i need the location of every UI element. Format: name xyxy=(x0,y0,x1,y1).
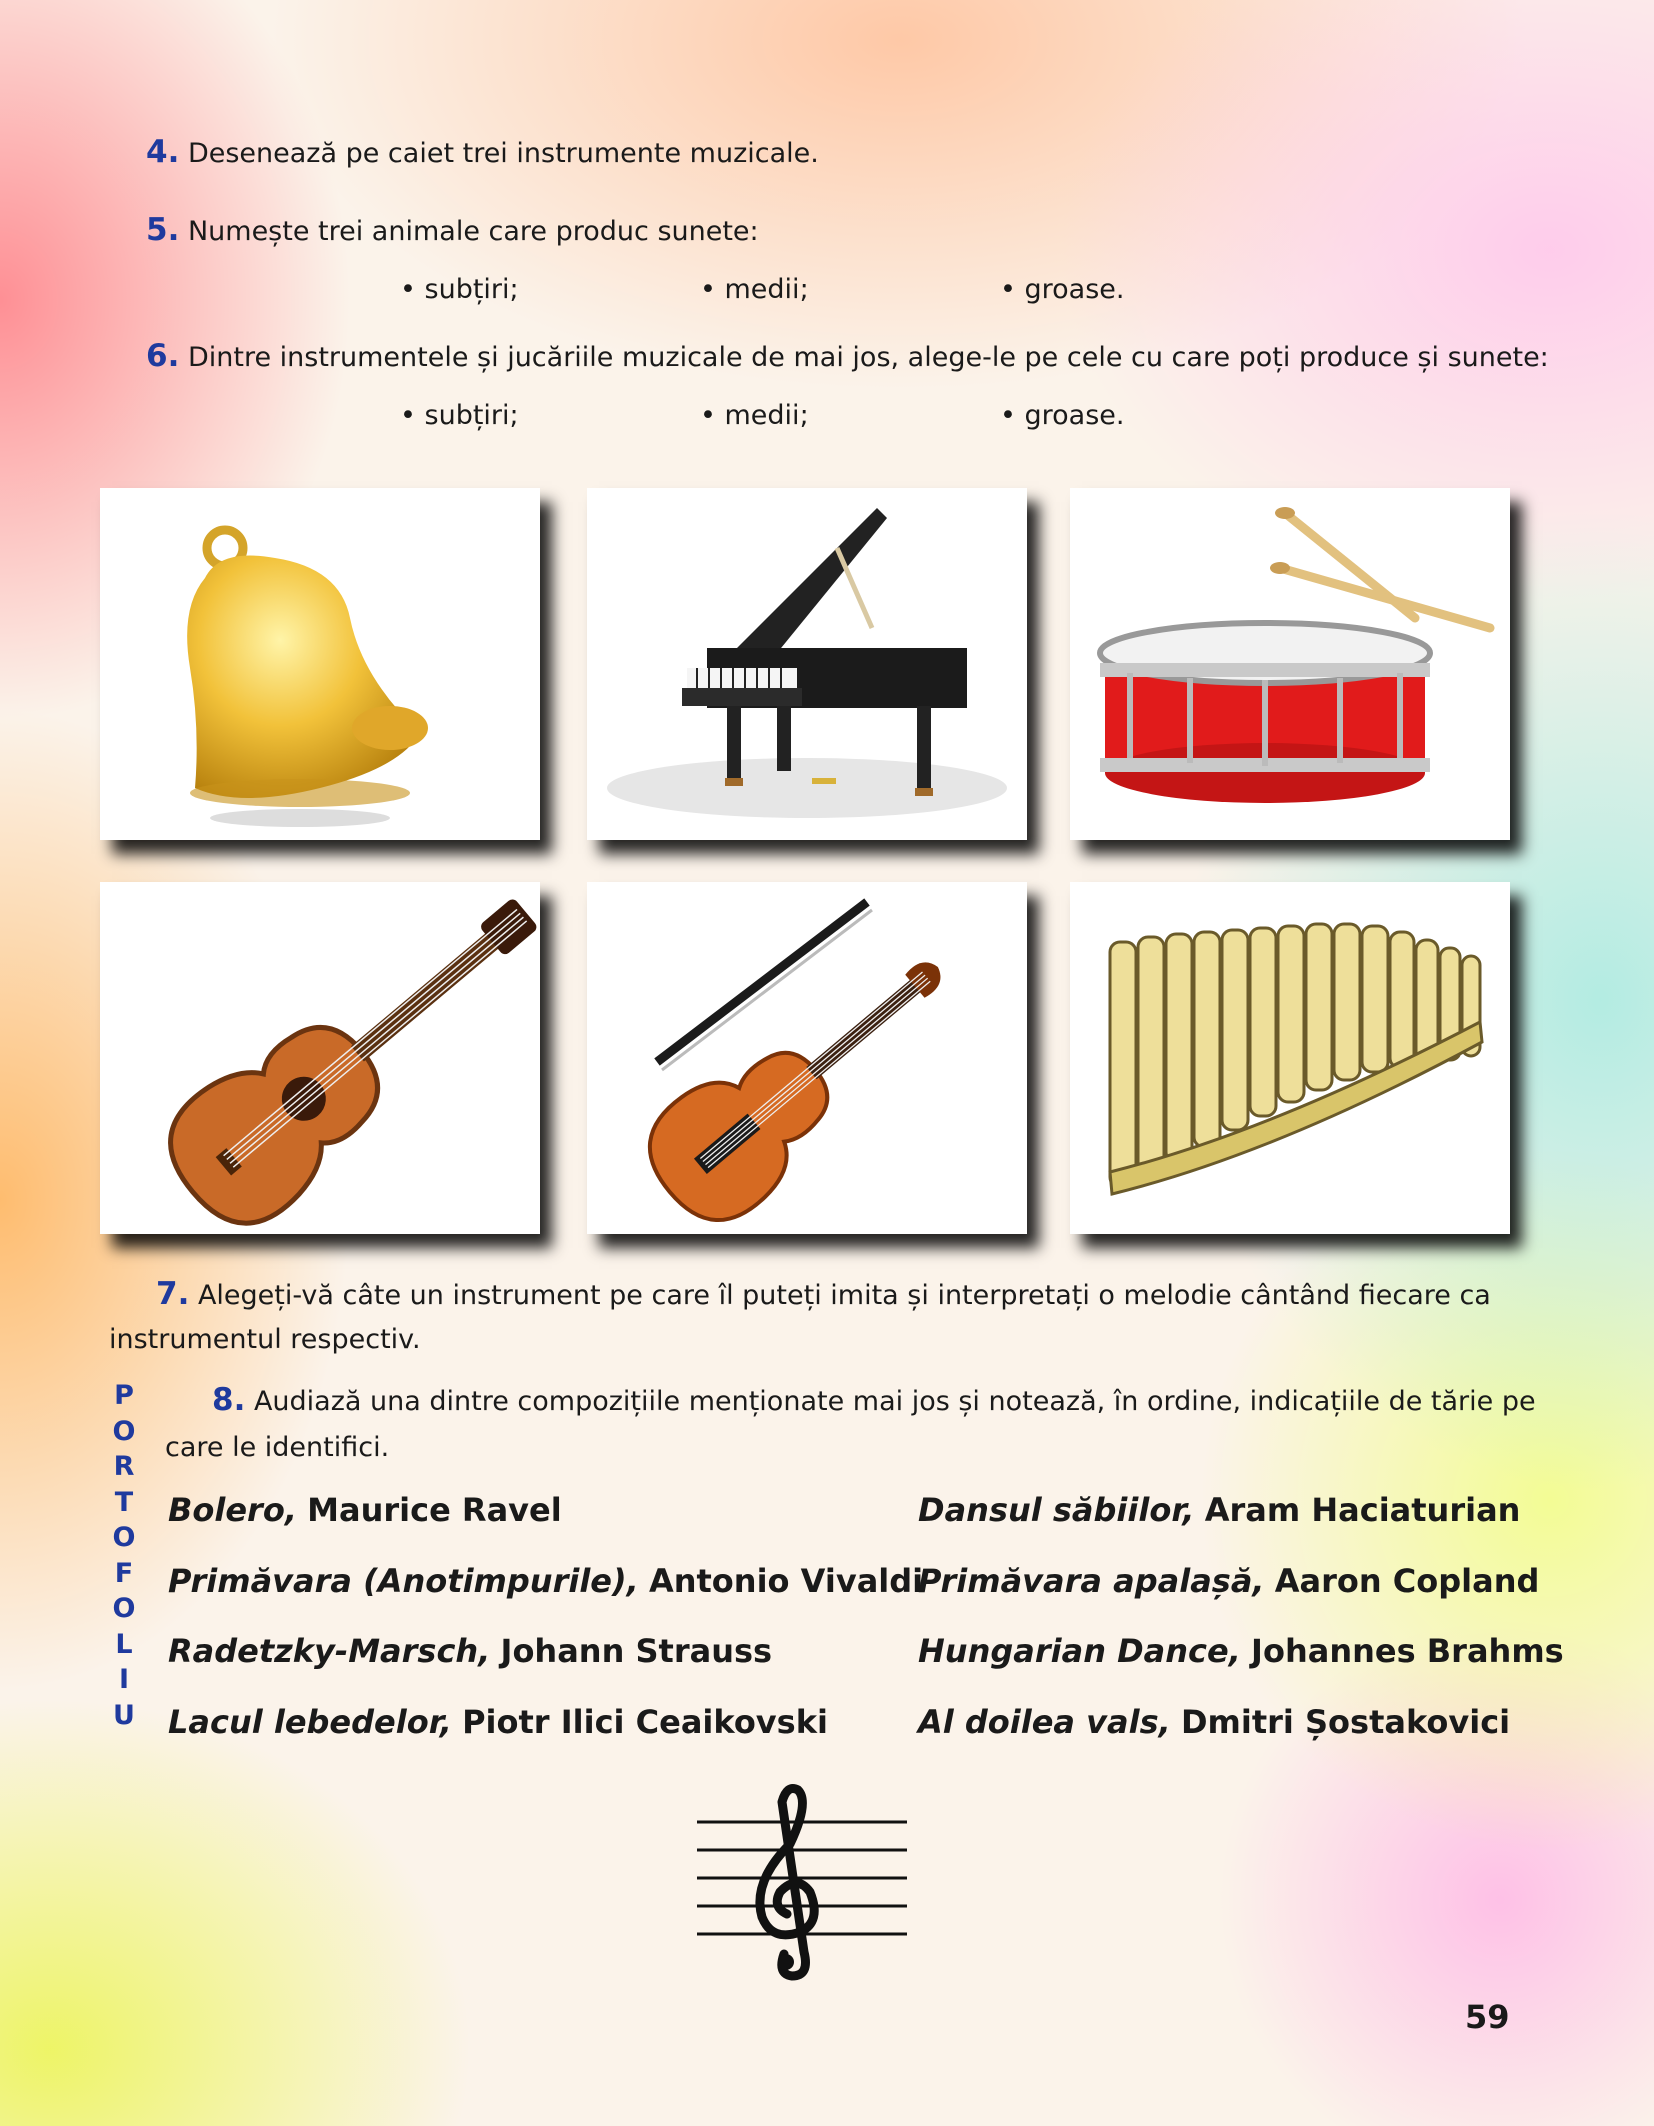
exercise-7-line2: instrumentul respectiv. xyxy=(109,1324,421,1355)
exercise-text: Audiază una dintre compozițiile menționate mai jos și notează, în ordine, indicațiile de tărie pe xyxy=(253,1386,1536,1417)
work-composer: Aaron Copland xyxy=(1274,1562,1540,1600)
work-title: Lacul lebedelor, xyxy=(168,1703,452,1741)
work-composer: Johann Strauss xyxy=(500,1632,773,1670)
card-pan-flute xyxy=(1070,882,1510,1234)
work-title: Primăvara apalașă, xyxy=(918,1562,1265,1600)
violin-icon xyxy=(587,882,1027,1234)
bullet-thin: • subțiri; xyxy=(400,400,519,431)
work-item xyxy=(918,1561,1539,1601)
work-composer: Aram Haciaturian xyxy=(1204,1491,1521,1529)
exercise-8 xyxy=(212,1382,1536,1420)
portfolio-letter: F xyxy=(114,1557,134,1589)
work-item xyxy=(918,1631,1564,1671)
work-item xyxy=(168,1490,562,1530)
exercise-6 xyxy=(146,338,1549,376)
exercise-8-line2: care le identifici. xyxy=(165,1432,390,1463)
work-composer: Dmitri Șostakovici xyxy=(1180,1703,1511,1741)
drum-icon xyxy=(1070,488,1510,840)
exercise-number: 6. xyxy=(146,338,180,374)
bullet-thick: • groase. xyxy=(1000,274,1125,305)
work-item xyxy=(168,1702,828,1742)
work-composer: Maurice Ravel xyxy=(307,1491,562,1529)
bullet-thin: • subțiri; xyxy=(400,274,519,305)
bell-icon xyxy=(100,488,540,840)
bullet-medium: • medii; xyxy=(700,400,809,431)
exercise-number: 4. xyxy=(146,134,180,170)
pan-flute-icon xyxy=(1070,882,1510,1234)
exercise-5 xyxy=(146,212,759,250)
work-composer: Piotr Ilici Ceaikovski xyxy=(462,1703,828,1741)
portfolio-letter: L xyxy=(115,1628,133,1660)
card-piano xyxy=(587,488,1027,840)
page-number: 59 xyxy=(1465,1998,1510,2036)
exercise-number: 7. xyxy=(156,1276,190,1312)
work-item xyxy=(168,1631,772,1671)
card-drum xyxy=(1070,488,1510,840)
work-title: Dansul săbiilor, xyxy=(918,1491,1195,1529)
work-item xyxy=(168,1561,923,1601)
portfolio-letter: T xyxy=(114,1486,134,1518)
exercise-4 xyxy=(146,134,819,172)
exercise-text: Dintre instrumentele și jucăriile muzicale de mai jos, alege-le pe cele cu care poți produce și sunete: xyxy=(187,342,1549,373)
exercise-number: 8. xyxy=(212,1382,246,1418)
work-title: Radetzky-Marsch, xyxy=(168,1632,491,1670)
work-composer: Antonio Vivaldi xyxy=(648,1562,924,1600)
work-title: Hungarian Dance, xyxy=(918,1632,1241,1670)
exercise-7 xyxy=(156,1276,1491,1314)
work-item xyxy=(918,1702,1510,1742)
portfolio-letter: O xyxy=(112,1415,136,1447)
portfolio-letter: P xyxy=(114,1380,134,1411)
card-bell xyxy=(100,488,540,840)
grand-piano-icon xyxy=(587,488,1027,840)
card-guitar xyxy=(100,882,540,1234)
work-title: Al doilea vals, xyxy=(918,1703,1171,1741)
portfolio-letter: I xyxy=(118,1664,130,1695)
exercise-text: Alegeți-vă câte un instrument pe care îl puteți imita și interpretați o melodie cântând fiecare ca xyxy=(197,1280,1491,1311)
exercise-text: Numește trei animale care produc sunete: xyxy=(187,216,759,247)
guitar-icon xyxy=(100,882,540,1234)
work-title: Bolero, xyxy=(168,1491,297,1529)
exercise-text: Desenează pe caiet trei instrumente muzicale. xyxy=(187,138,819,169)
portfolio-letter: U xyxy=(113,1699,135,1731)
portfolio-letter: R xyxy=(113,1451,135,1482)
portfolio-letter: O xyxy=(112,1522,136,1553)
portfolio-label xyxy=(112,1378,136,1733)
work-title: Primăvara (Anotimpurile), xyxy=(168,1562,639,1600)
work-item xyxy=(918,1490,1520,1530)
treble-clef-icon xyxy=(692,1782,912,1982)
bullet-medium: • medii; xyxy=(700,274,809,305)
exercise-number: 5. xyxy=(146,212,180,248)
bullet-thick: • groase. xyxy=(1000,400,1125,431)
card-violin xyxy=(587,882,1027,1234)
portfolio-letter: O xyxy=(112,1593,136,1624)
work-composer: Johannes Brahms xyxy=(1251,1632,1564,1670)
